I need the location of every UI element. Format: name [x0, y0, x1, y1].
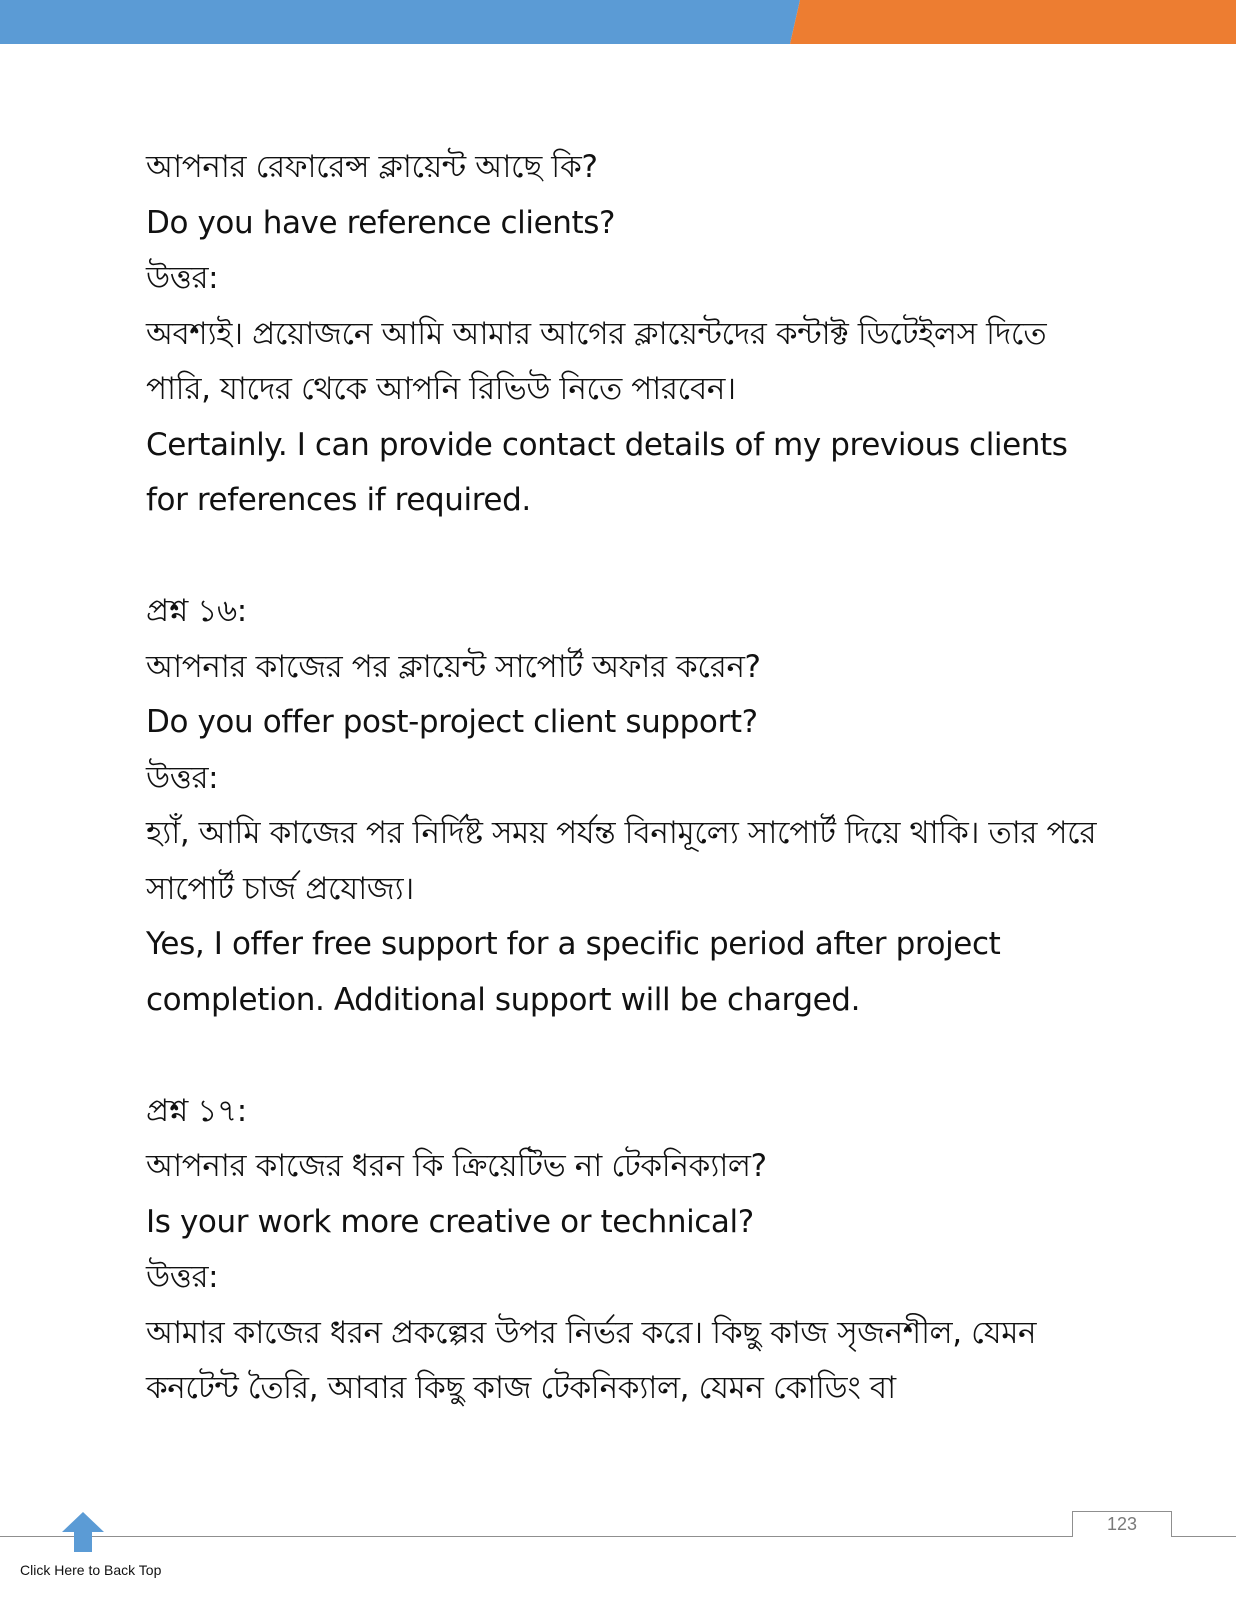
question-16	[146, 584, 1106, 1028]
answer-bengali: অবশ্যই। প্রয়োজনে আমি আমার আগের ক্লায়েন্টদের কন্টাক্ট ডিটেইলস দিতে পারি, যাদের থেকে আপনি রিভিউ নিতে পারবেন।	[146, 315, 1047, 407]
back-to-top-link[interactable]	[20, 1512, 190, 1582]
question-bengali: আপনার রেফারেন্স ক্লায়েন্ট আছে কি?	[146, 149, 598, 185]
back-to-top-label: Click Here to Back Top	[20, 1562, 162, 1578]
answer-bengali: আমার কাজের ধরন প্রকল্পের উপর নির্ভর করে। কিছু কাজ সৃজনশীল, যেমন কনটেন্ট তৈরি, আবার কিছু কাজ টেকনিক্যাল, যেমন কোডিং বা	[146, 1314, 1037, 1406]
question-number: প্রশ্ন ১৭:	[146, 1092, 247, 1129]
answer-label: উত্তর:	[146, 759, 219, 796]
answer-label: উত্তর:	[146, 260, 219, 296]
header-bar-graphic	[0, 0, 1236, 44]
page-number: 123	[1072, 1511, 1172, 1537]
answer-label: উত্তর:	[146, 1259, 219, 1295]
spacer	[146, 529, 1106, 585]
arrow-up-icon	[62, 1512, 104, 1552]
question-english: Do you have reference clients?	[146, 204, 616, 241]
answer-english: Certainly. I can provide contact details of my previous clients for references if required.	[146, 426, 1068, 518]
document-body	[146, 140, 1106, 1417]
question-number: প্রশ্ন ১৬:	[146, 593, 247, 629]
header-color-bar	[0, 0, 1236, 44]
header-bar-orange	[790, 0, 1236, 44]
question-bengali: আপনার কাজের ধরন কি ক্রিয়েটিভ না টেকনিক্যাল?	[146, 1148, 767, 1184]
answer-bengali: হ্যাঁ, আমি কাজের পর নির্দিষ্ট সময় পর্যন্ত বিনামূল্যে সাপোর্ট দিয়ে থাকি। তার পরে সাপোর্ট চার্জ প্রযোজ্য।	[146, 815, 1097, 907]
header-bar-blue	[0, 0, 800, 44]
spacer	[146, 1028, 1106, 1084]
answer-english: Yes, I offer free support for a specific period after project completion. Additional support will be charged.	[146, 926, 1001, 1018]
question-english: Do you offer post-project client support?	[146, 704, 758, 740]
question-bengali: আপনার কাজের পর ক্লায়েন্ট সাপোর্ট অফার করেন?	[146, 648, 761, 685]
question-17	[146, 1084, 1106, 1417]
question-english: Is your work more creative or technical?	[146, 1203, 754, 1240]
question-15	[146, 140, 1106, 529]
